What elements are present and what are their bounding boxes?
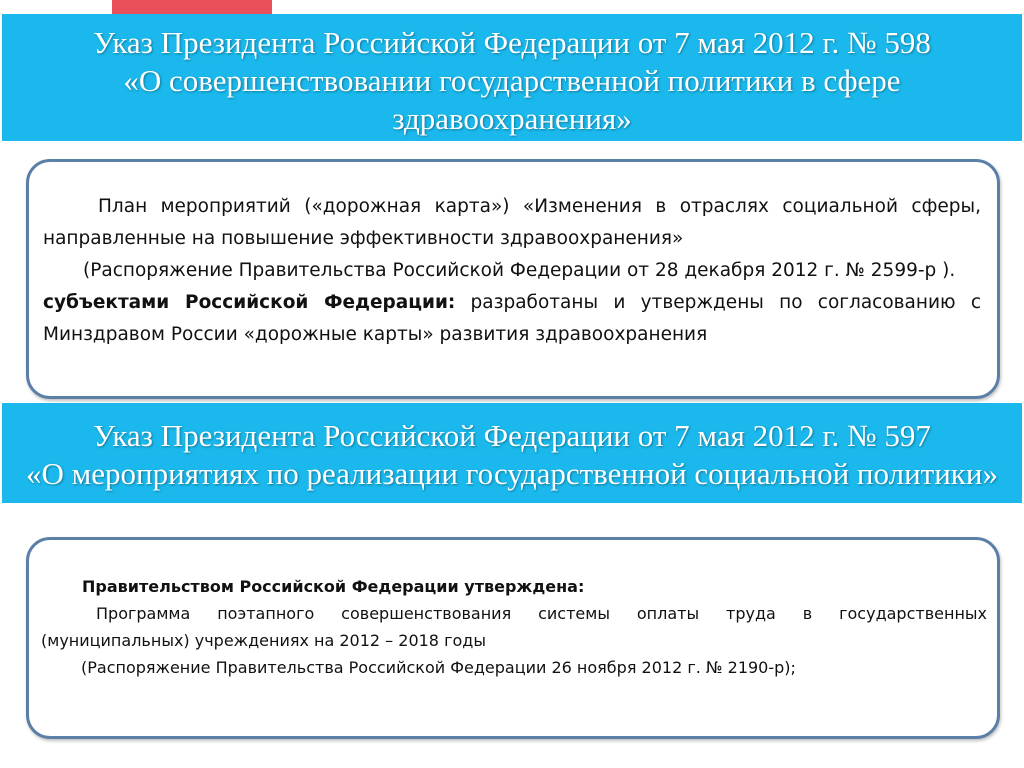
subjects-paragraph bbox=[43, 287, 981, 351]
decree-597-subtitle: «О мероприятиях по реализации государственной социальной политики» bbox=[26, 456, 998, 491]
roadmap-plan-text: План мероприятий («дорожная карта») «Изменения в отраслях социальной сферы, направленные на повышение эффективности здравоохранения» bbox=[43, 196, 981, 249]
decree-597-banner bbox=[2, 403, 1022, 503]
salary-program-text: Программа поэтапного совершенствования системы оплаты труда в государственных (муниципальных) учреждениях на 2012 – 2018 годы bbox=[41, 604, 987, 650]
decree-597-content-box bbox=[26, 537, 1000, 739]
subjects-text: разработаны и утверждены по согласованию с Минздравом России «дорожные карты» развития здравоохранения bbox=[43, 292, 981, 345]
decree-598-title: Указ Президента Российской Федерации от 7 мая 2012 г. № 598 bbox=[93, 25, 931, 60]
subjects-label: субъектами Российской Федерации: bbox=[43, 292, 456, 313]
decree-598-subtitle-2: здравоохранения» bbox=[392, 101, 632, 136]
decree-598-content-box bbox=[26, 159, 1000, 399]
decree-597-title: Указ Президента Российской Федерации от 7 мая 2012 г. № 597 bbox=[93, 418, 931, 453]
decree-598-subtitle-1: «О совершенствовании государственной политики в сфере bbox=[123, 63, 901, 98]
salary-program-order-text: (Распоряжение Правительства Российской Федерации 26 ноября 2012 г. № 2190-р); bbox=[81, 658, 796, 677]
roadmap-order-text: (Распоряжение Правительства Российской Федерации от 28 декабря 2012 г. № 2599-р ). bbox=[83, 260, 956, 281]
decree-598-banner bbox=[2, 14, 1022, 141]
accent-tab bbox=[112, 0, 272, 14]
government-approved-heading: Правительством Российской Федерации утверждена: bbox=[82, 577, 585, 596]
